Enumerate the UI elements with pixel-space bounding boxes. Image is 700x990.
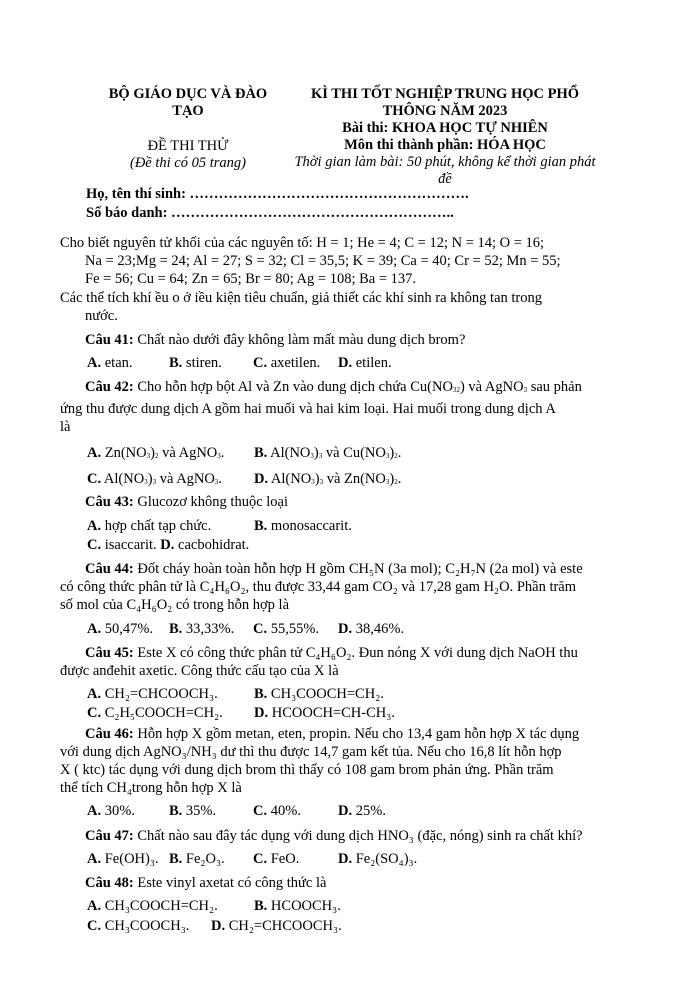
exam-body bbox=[60, 234, 640, 935]
option-c[interactable]: C. C₂H₅COOCH=CH₂. bbox=[87, 705, 223, 722]
header-left bbox=[98, 86, 278, 172]
name-label: Họ, tên thí sinh: bbox=[86, 186, 186, 202]
atomic-mass-line-3: Fe = 56; Cu = 64; Zn = 65; Br = 80; Ag = 108; Ba = 137. bbox=[85, 271, 417, 288]
question-42-line-3: là bbox=[60, 418, 71, 435]
option-a[interactable]: A. Fe(OH)₃. bbox=[87, 850, 159, 867]
question-41 bbox=[60, 331, 640, 349]
question-43 bbox=[60, 493, 640, 511]
ministry-line-1: BỘ GIÁO DỤC VÀ ĐÀO bbox=[108, 86, 268, 102]
option-d[interactable]: D. CH₂=CHCOOCH₃. bbox=[211, 917, 342, 934]
answer-options bbox=[60, 917, 640, 935]
answer-options bbox=[60, 536, 640, 554]
option-a[interactable]: A. 50,47%. bbox=[87, 620, 154, 637]
name-dots: …………………………………………………. bbox=[189, 186, 469, 202]
option-d[interactable]: D. 25%. bbox=[338, 803, 386, 820]
option-b[interactable]: B. stiren. bbox=[169, 355, 222, 372]
question-text: Glucozơ không thuộc loại bbox=[133, 494, 288, 511]
option-a[interactable]: A. CH₂=CHCOOCH₃. bbox=[87, 686, 218, 703]
question-text: Este X có công thức phân tử C₄H₆O₂. Đun nóng X với dung dịch NaOH thu bbox=[133, 644, 578, 661]
question-number: Câu 45: bbox=[85, 644, 134, 661]
exam-title-2: THÔNG NĂM 2023 bbox=[382, 103, 508, 119]
answer-options bbox=[60, 620, 640, 638]
option-c[interactable]: C. isaccarit. bbox=[87, 536, 157, 553]
answer-options bbox=[60, 802, 640, 820]
candidate-info bbox=[86, 185, 469, 223]
option-a[interactable]: A. etan. bbox=[87, 355, 133, 372]
option-b[interactable]: B. $Al(NO_3)_3$ và $Cu(NO_3)_2$. bbox=[254, 445, 402, 462]
question-number: Câu 47: bbox=[85, 827, 134, 844]
atomic-mass-line-2: Na = 23;Mg = 24; Al = 27; S = 32; Cl = 35,5; K = 39; Ca = 40; Cr = 52; Mn = 55; bbox=[85, 253, 561, 270]
option-c[interactable]: C. CH₃COOCH₃. bbox=[87, 917, 190, 934]
answer-options bbox=[60, 517, 640, 535]
gas-note-line-1: Các thể tích khí ều o ở iều kiện tiêu chuẩn, giả thiết các khí sinh ra không tan trong bbox=[60, 289, 543, 306]
option-b[interactable]: B. 35%. bbox=[169, 803, 217, 820]
option-b[interactable]: B. HCOOCH₃. bbox=[254, 898, 341, 915]
test-name: Bài thi: KHOA HỌC TỰ NHIÊN bbox=[342, 120, 548, 136]
option-b[interactable]: B. monosaccarit. bbox=[254, 517, 352, 534]
option-a[interactable]: A. hợp chất tạp chức. bbox=[87, 517, 212, 534]
question-text: Chất nào sau đây tác dụng với dung dịch HNO₃ (đặc, nóng) sinh ra chất khí? bbox=[133, 827, 583, 844]
question-42-line-2: ứng thu được dung dịch A gồm hai muối và hai kim loại. Hai muối trong dung dịch A bbox=[60, 400, 556, 417]
question-44-line-2: có công thức phân tử là C₄H₆O₂, thu được 33,44 gam CO₂ và 17,28 gam H₂O. Phần trăm bbox=[60, 579, 577, 596]
question-44 bbox=[60, 560, 640, 578]
question-46-line-4: thể tích CH₄trong hỗn hợp X là bbox=[60, 780, 242, 797]
question-text: Đốt cháy hoàn toàn hỗn hợp H gồm CH₅N (3a mol); C₂H₇N (2a mol) và este bbox=[133, 561, 583, 578]
id-dots: ………………………………………………….. bbox=[171, 205, 454, 221]
question-text: Cho hỗn hợp bột Al và Zn vào dung dịch chứa Cu(NO bbox=[133, 379, 453, 396]
question-45 bbox=[60, 644, 640, 662]
option-d[interactable]: D. Fe₂(SO₄)₃. bbox=[338, 850, 418, 867]
option-c[interactable]: C. 55,55%. bbox=[253, 620, 320, 637]
question-44-line-3: số mol của C₄H₆O₂ có trong hỗn hợp là bbox=[60, 597, 290, 614]
question-number: Câu 41: bbox=[85, 332, 134, 349]
question-number: Câu 46: bbox=[85, 725, 134, 742]
option-a[interactable]: A. CH₃COOCH=CH₂. bbox=[87, 898, 218, 915]
option-b[interactable]: B. Fe₂O₃. bbox=[169, 850, 225, 867]
header-right bbox=[290, 86, 600, 188]
question-45-line-2: được anđehit axetic. Công thức cấu tạo của X là bbox=[60, 663, 339, 680]
exam-title-1: KÌ THI TỐT NGHIỆP TRUNG HỌC PHỔ bbox=[310, 86, 580, 102]
option-c[interactable]: C. axetilen. bbox=[253, 355, 321, 372]
option-c[interactable]: C. 40%. bbox=[253, 803, 301, 820]
question-number: Câu 44: bbox=[85, 561, 134, 578]
ministry-line-2: TẠO bbox=[172, 103, 204, 119]
time-limit: Thời gian làm bài: 50 phút, không kể thời gian phát đề bbox=[294, 154, 596, 187]
option-d[interactable]: D. 38,46%. bbox=[338, 620, 405, 637]
question-text: Este vinyl axetat có công thức là bbox=[133, 875, 327, 892]
question-47 bbox=[60, 827, 640, 845]
question-48 bbox=[60, 874, 640, 892]
atomic-mass-line-1: Cho biết nguyên tử khối của các nguyên tố: H = 1; He = 4; C = 12; N = 14; O = 16; bbox=[60, 235, 545, 251]
question-number: Câu 48: bbox=[85, 875, 134, 892]
answer-options bbox=[60, 704, 640, 722]
answer-options bbox=[60, 850, 640, 868]
answer-options bbox=[60, 354, 640, 372]
answer-options bbox=[60, 470, 640, 491]
answer-options bbox=[60, 685, 640, 703]
question-number: Câu 42: bbox=[85, 379, 134, 396]
exam-type: ĐỀ THI THỬ bbox=[147, 138, 229, 154]
answer-options bbox=[60, 444, 640, 465]
option-a[interactable]: A. 30%. bbox=[87, 803, 135, 820]
gas-note-line-2: nước. bbox=[85, 307, 118, 324]
option-a[interactable]: A. $Zn(NO_3)_2$ và AgNO$_3$. bbox=[87, 445, 225, 462]
option-d[interactable]: D. etilen. bbox=[338, 355, 392, 372]
page-count: (Đề thi có 05 trang) bbox=[130, 155, 246, 171]
question-text: Hỗn hợp X gồm metan, eten, propin. Nếu cho 13,4 gam hỗn hợp X tác dụng bbox=[133, 725, 580, 742]
question-text: Chất nào dưới đây không làm mất màu dung dịch brom? bbox=[133, 332, 466, 349]
option-b[interactable]: B. CH₃COOCH=CH₂. bbox=[254, 686, 384, 703]
subject-name: Môn thi thành phần: HÓA HỌC bbox=[344, 137, 546, 153]
option-d[interactable]: D. cacbohidrat. bbox=[160, 536, 250, 553]
answer-options bbox=[60, 897, 640, 915]
question-46-line-2: với dung dịch AgNO₃/NH₃ dư thì thu được 14,7 gam kết tủa. Nếu cho 16,8 lít hỗn hợp bbox=[60, 743, 562, 760]
question-46 bbox=[60, 725, 640, 743]
option-c[interactable]: C. $Al(NO_3)_3$ và AgNO$_3$. bbox=[87, 471, 222, 488]
question-42: Câu 42: Cho hỗn hợp bột Al và Zn vào dung dịch chứa $Cu(NO_{32})$ và AgNO$_3$ sau phản bbox=[85, 379, 582, 396]
question-46-line-3: X ( ktc) tác dụng với dung dịch brom thì thấy có 108 gam brom phản ứng. Phần trăm bbox=[60, 762, 554, 779]
option-c[interactable]: C. FeO. bbox=[253, 850, 300, 867]
question-number: Câu 43: bbox=[85, 494, 134, 511]
option-d[interactable]: D. $Al(NO_3)_3$ và $Zn(NO_3)_2$. bbox=[254, 471, 402, 488]
id-label: Số báo danh: bbox=[86, 205, 168, 221]
option-b[interactable]: B. 33,33%. bbox=[169, 620, 235, 637]
option-d[interactable]: D. HCOOCH=CH-CH₃. bbox=[254, 705, 395, 722]
